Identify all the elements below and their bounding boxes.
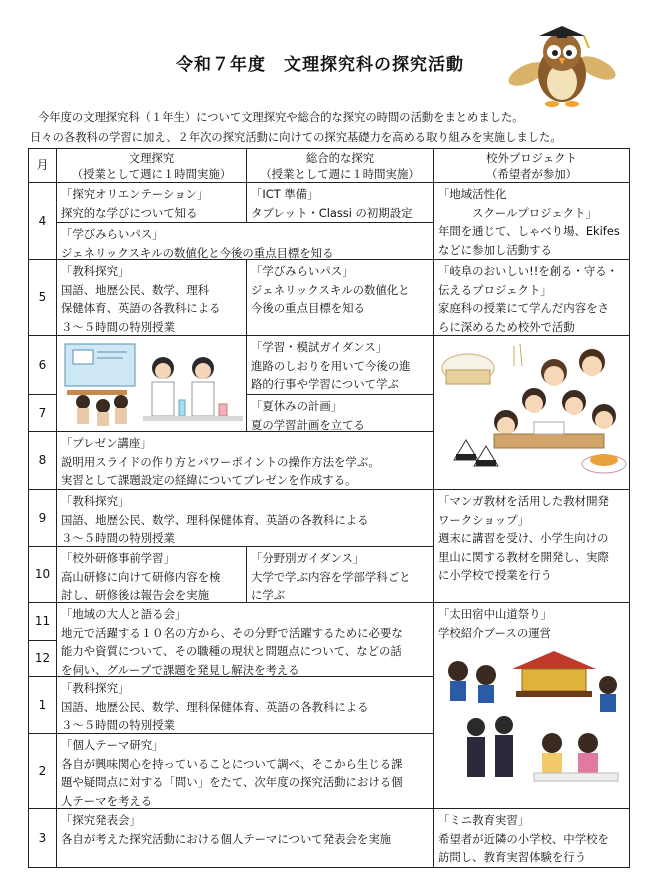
cell-mar-project <box>433 808 630 868</box>
cell-title: 「探究オリエンテーション」 <box>61 187 209 201</box>
cell-nov-feb-project <box>433 602 630 809</box>
cell-title: 「マンガ教材を活用した教材開発 <box>438 494 609 508</box>
month-2: 2 <box>28 733 57 809</box>
cell-body: 探究的な学びについて知る <box>61 205 198 220</box>
cell-body: 進路のしおりを用いて今後の進 路的行事や学習について学ぶ <box>251 358 411 391</box>
cell-title: 「学習・模試ガイダンス」 <box>251 340 388 354</box>
header-project <box>433 148 630 183</box>
cell-body: 大学で学ぶ内容を学部学科ごと に学ぶ <box>251 569 411 602</box>
month-5: 5 <box>28 259 57 336</box>
cell-body: 国語、地歴公民、数学、理科保健体育、英語の各教科による ３～５時間の特別授業 <box>61 512 369 545</box>
cell-title: 「太田宿中山道祭り」 <box>438 607 552 621</box>
festival-and-students-illustration <box>436 645 626 805</box>
month-9: 9 <box>28 489 57 547</box>
owl-mascot-illustration <box>505 22 617 110</box>
cell-body: 希望者が近隣の小学校、中学校を 訪問し、教育実習体験を行う <box>438 831 609 864</box>
cell-body: 説明用スライドの作り方とパワーポイントの操作方法を学ぶ。 実習として課題設定の経緯についてプレゼンを作成する。 <box>61 454 380 487</box>
cell-may-project <box>433 259 630 336</box>
cell-apr-bunri <box>56 182 247 223</box>
cell-title-cont: ワークショップ」 <box>438 512 529 527</box>
cell-nov-dec-combined <box>56 602 434 677</box>
cell-title: 「校外研修事前学習」 <box>61 551 175 565</box>
cell-title: 「地域の大人と語る会」 <box>61 607 187 621</box>
cell-oct-bunri <box>56 546 247 603</box>
cell-may-bunri <box>56 259 247 336</box>
cell-body: 高山研修に向けて研修内容を検 討し、研修後は報告会を実施 <box>61 569 221 602</box>
intro-line-2: 日々の各教科の学習に加え、２年次の探究活動に向けての探究基礎力を高める取り組みを実施しました。 <box>30 131 562 144</box>
month-11: 11 <box>28 602 57 641</box>
page-title: 令和７年度 文理探究科の探究活動 <box>176 55 464 75</box>
cell-title: 「学びみらいパス」 <box>251 264 354 278</box>
month-7: 7 <box>28 394 57 432</box>
header-bunri-note: （授業として週に１時間実施） <box>71 167 232 181</box>
cell-body: 家庭科の授業にて学んだ内容をさ らに深めるため校外で活動 <box>438 301 609 334</box>
cell-sep-combined <box>56 489 434 547</box>
cell-oct-sogo <box>246 546 434 603</box>
cell-sep-oct-project <box>433 489 630 603</box>
cell-jan-combined <box>56 676 434 734</box>
cell-title: 「個人テーマ研究」 <box>61 738 164 752</box>
header-project-name: 校外プロジェクト <box>486 151 577 165</box>
cell-body: ジェネリックスキルの数値化と今後の重点目標を知る <box>61 245 334 260</box>
cooking-group-illustration <box>434 336 629 489</box>
cell-apr-combined <box>56 222 434 260</box>
header-sogo-name: 総合的な探究 <box>305 151 375 165</box>
cell-title: 「地域活性化 <box>438 187 507 201</box>
cell-body: 学校紹介ブースの運営 <box>438 625 551 640</box>
cell-title: 「夏休みの計画」 <box>251 399 343 413</box>
cell-title: 「学びみらいパス」 <box>61 227 164 241</box>
cell-title: 「岐阜のおいしい!!を創る・守る・ <box>438 264 618 278</box>
cell-jun-aug-project-illustration <box>433 335 630 490</box>
cell-body: ジェネリックスキルの数値化と 今後の重点目標を知る <box>251 282 410 315</box>
header-project-note: （希望者が参加） <box>485 167 578 181</box>
cell-title: 「プレゼン講座」 <box>61 436 152 450</box>
month-4: 4 <box>28 182 57 260</box>
header-sogo <box>246 148 434 183</box>
cell-body: 地元で活躍する１０名の方から、その分野で活躍するために必要な 能力や資質について、その職種の現状と問題点について、などの話 を伺い、グループで課題を発見し解決を考える <box>61 625 403 677</box>
cell-body: 夏の学習計画を立てる <box>251 417 365 432</box>
cell-body: 国語、地歴公民、数学、理科保健体育、英語の各教科による ３～５時間の特別授業 <box>61 699 369 732</box>
cell-body: 週末に講習を受け、小学生向けの 里山に関する教材を開発し、実際 に小学校で授業を行う <box>438 531 609 582</box>
header-bunri-name: 文理探究 <box>128 151 175 165</box>
cell-body: 各自が興味関心を持っていることについて調べ、そこから生じる課 題や疑問点に対する「問い」をたて、次年度の探究活動における個 人テーマを考える <box>61 756 403 808</box>
month-3: 3 <box>28 808 57 868</box>
header-sogo-note: （授業として週に１時間実施） <box>260 167 420 181</box>
cell-title-cont: スクールプロジェクト」 <box>472 205 597 220</box>
cell-body: 国語、地歴公民、数学、理科 保健体育、英語の各教科による ３～５時間の特別授業 <box>61 282 221 334</box>
month-10: 10 <box>28 546 57 603</box>
cell-title: 「分野別ガイダンス」 <box>251 551 365 565</box>
cell-title: 「教科探究」 <box>61 264 130 278</box>
month-6: 6 <box>28 335 57 395</box>
cell-title: 「探究発表会」 <box>61 813 141 827</box>
cell-feb-combined <box>56 733 434 809</box>
cell-mar-combined <box>56 808 434 868</box>
month-8: 8 <box>28 431 57 490</box>
cell-apr-project <box>433 182 630 260</box>
cell-apr-sogo <box>246 182 434 223</box>
cell-body: 各自が考えた探究活動における個人テーマについて発表会を実施 <box>61 831 392 846</box>
month-1: 1 <box>28 676 57 734</box>
cell-title: 「教科探究」 <box>61 494 130 508</box>
cell-jul-sogo <box>246 394 434 432</box>
activity-table <box>28 148 630 868</box>
cell-title-cont: 伝えるプロジェクト」 <box>438 282 552 297</box>
intro-line-1: 今年度の文理探究科（１年生）について文理探究や総合的な探究の時間の活動をまとめました。 <box>38 111 524 124</box>
cell-jun-jul-illustration <box>56 335 247 432</box>
classroom-illustration <box>57 336 246 431</box>
cell-title: 「ICT 準備」 <box>251 187 319 201</box>
month-12: 12 <box>28 640 57 677</box>
header-month: 月 <box>28 148 57 183</box>
cell-body: 年間を通じて、しゃべり場、Ekifes などに参加し活動する <box>438 224 620 257</box>
cell-body: タブレット・Classi の初期設定 <box>251 205 413 220</box>
header-bunri <box>56 148 247 183</box>
cell-jun-sogo <box>246 335 434 395</box>
cell-aug-combined <box>56 431 434 490</box>
cell-title: 「ミニ教育実習」 <box>438 813 530 827</box>
cell-may-sogo <box>246 259 434 336</box>
cell-title: 「教科探究」 <box>61 681 130 695</box>
